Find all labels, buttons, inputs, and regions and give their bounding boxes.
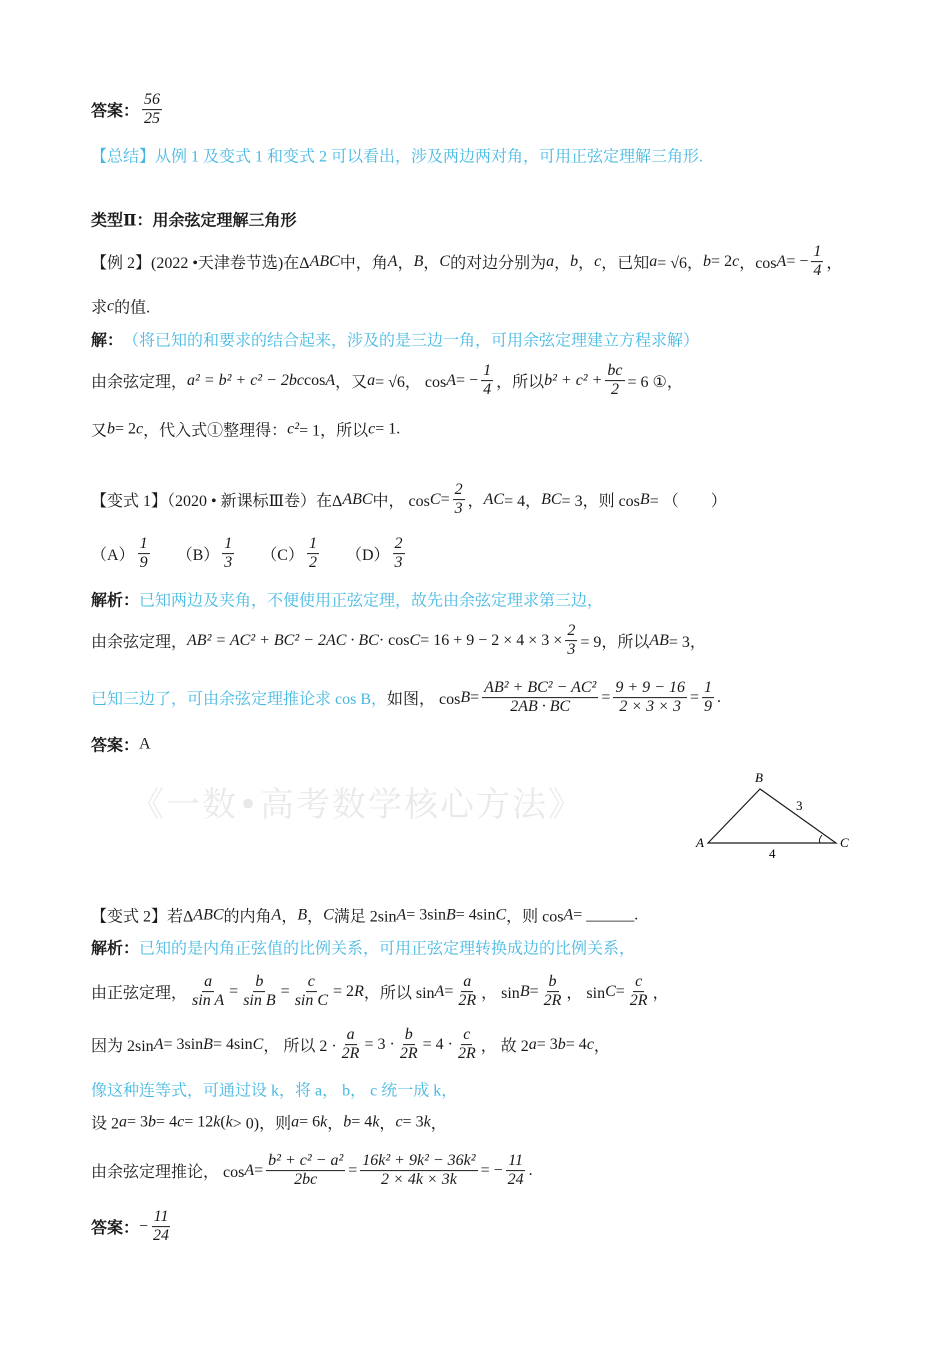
denominator: 3 bbox=[394, 554, 403, 572]
denominator: sin B bbox=[243, 992, 276, 1010]
text-run: ， bbox=[281, 908, 298, 926]
text-line bbox=[91, 144, 703, 167]
math-text: k bbox=[225, 1113, 233, 1130]
math-text: BC bbox=[541, 491, 562, 508]
math-text: a bbox=[528, 1036, 537, 1053]
text-run: = 16 + 9 − 2 × 4 × 3 × bbox=[420, 632, 563, 649]
text-run: = （ ） bbox=[649, 493, 727, 511]
text-run: = 3sin bbox=[406, 906, 446, 923]
denominator: 3 bbox=[567, 641, 576, 659]
denominator: 2R bbox=[399, 1045, 418, 1063]
text-run: = − bbox=[456, 372, 479, 389]
text-run: 由余弦定理， bbox=[91, 634, 188, 652]
numerator: b bbox=[403, 1026, 415, 1045]
text-run: = 3 bbox=[402, 1113, 424, 1130]
text-run: = bbox=[229, 983, 239, 1000]
fraction bbox=[138, 535, 150, 573]
fraction bbox=[605, 362, 624, 400]
math-text: C bbox=[323, 906, 334, 923]
fraction bbox=[628, 973, 650, 1011]
text-run: 求 bbox=[91, 299, 108, 317]
fraction bbox=[241, 973, 277, 1011]
numerator: a bbox=[202, 973, 214, 992]
fraction bbox=[613, 679, 687, 717]
denominator: sin A bbox=[192, 992, 225, 1010]
text-run: 【变式 2】若Δ bbox=[91, 908, 194, 926]
text-line bbox=[91, 733, 151, 756]
text-run: （B） bbox=[152, 547, 220, 565]
text-run: ， sin bbox=[481, 985, 520, 1003]
math-text: A bbox=[446, 372, 457, 389]
text-run: 由余弦定理， bbox=[91, 374, 188, 392]
hint-text: 已知三边了，可由余弦定理推论求 cos B， bbox=[91, 691, 388, 709]
text-run: = bbox=[529, 983, 539, 1000]
text-run: . bbox=[716, 689, 721, 706]
text-run: = 2 bbox=[115, 420, 137, 437]
fraction bbox=[151, 1208, 171, 1246]
numerator: 9 + 9 − 16 bbox=[613, 679, 687, 698]
denominator: 9 bbox=[703, 698, 712, 716]
text-run: = 4 · bbox=[422, 1036, 453, 1053]
text-run: ， bbox=[554, 255, 571, 273]
math-text: ABC bbox=[342, 491, 373, 508]
fraction bbox=[542, 973, 564, 1011]
hint-text: 已知两边及夹角，不便使用正弦定理，故先由余弦定理求第三边， bbox=[139, 592, 604, 610]
triangle-shape bbox=[708, 789, 836, 843]
text-run: 因为 2sin bbox=[91, 1038, 154, 1056]
text-line bbox=[91, 1078, 457, 1101]
numerator: 2 bbox=[453, 481, 465, 500]
fraction bbox=[506, 1152, 526, 1190]
math-text: c bbox=[136, 420, 144, 437]
text-line bbox=[91, 588, 603, 611]
text-run: ，所以 bbox=[496, 374, 545, 392]
numerator: 1 bbox=[222, 535, 234, 554]
text-run: ，已知 bbox=[601, 255, 650, 273]
text-run: ，所以 sin bbox=[363, 985, 435, 1003]
math-text: b bbox=[148, 1113, 157, 1130]
denominator: 2 bbox=[610, 381, 619, 399]
text-run: ，又 bbox=[335, 374, 368, 392]
text-line bbox=[91, 295, 150, 318]
text-run: cos bbox=[304, 372, 326, 389]
hint-text: （将已知的和要求的结合起来，涉及的是三边一角，可用余弦定理建立方程求解） bbox=[123, 332, 700, 350]
text-line bbox=[91, 243, 842, 281]
text-run: ， 故 2 bbox=[480, 1038, 529, 1056]
hint-text: 【总结】从例 1 及变式 1 和变式 2 可以看出，涉及两边两对角，可用正弦定理解三角形. bbox=[91, 148, 704, 166]
text-run: = 1，所以 bbox=[299, 422, 369, 440]
fraction bbox=[142, 91, 162, 129]
text-line bbox=[91, 91, 165, 129]
text-line bbox=[91, 481, 727, 519]
text-run: = bbox=[615, 983, 625, 1000]
text-run: = 9，所以 bbox=[580, 634, 650, 652]
math-text: b bbox=[557, 1036, 566, 1053]
math-text: B bbox=[203, 1036, 213, 1053]
text-run: ， bbox=[379, 1115, 396, 1133]
text-line bbox=[91, 679, 721, 717]
math-text: A bbox=[396, 906, 407, 923]
watermark: 《一数•高考数学核心方法》 bbox=[130, 785, 585, 825]
denominator: 24 bbox=[153, 1227, 170, 1245]
text-run: = 6 bbox=[299, 1113, 321, 1130]
denominator: 3 bbox=[224, 554, 233, 572]
text-run: ， bbox=[652, 985, 669, 1003]
text-run: 的内角 bbox=[223, 908, 272, 926]
denominator: 2bc bbox=[294, 1171, 318, 1189]
text-run: ， bbox=[826, 255, 843, 273]
math-text: a bbox=[119, 1113, 128, 1130]
math-text: R bbox=[354, 983, 364, 1000]
denominator: 2 × 4k × 3k bbox=[381, 1171, 457, 1189]
text-run: ， bbox=[430, 1115, 447, 1133]
text-run: = 2 bbox=[333, 983, 355, 1000]
text-run: 的值. bbox=[114, 299, 151, 317]
text-run: = 2 bbox=[711, 253, 733, 270]
math-text: c bbox=[395, 1113, 403, 1130]
text-run: = bbox=[689, 689, 699, 706]
text-run: 由正弦定理， bbox=[91, 985, 188, 1003]
denominator: 2AB · BC bbox=[510, 698, 571, 716]
denominator: 24 bbox=[507, 1171, 524, 1189]
math-text: ABC bbox=[309, 253, 340, 270]
math-text: c bbox=[586, 1036, 594, 1053]
text-run: ， bbox=[578, 255, 595, 273]
math-text: B bbox=[413, 253, 424, 270]
text-run: = √6， bbox=[657, 255, 704, 273]
math-text: C bbox=[429, 491, 441, 508]
text-run: 中， cos bbox=[372, 493, 430, 511]
text-run: = bbox=[444, 983, 454, 1000]
text-line bbox=[91, 208, 297, 231]
text-run: = bbox=[440, 491, 450, 508]
label-text: 答案： bbox=[91, 103, 140, 121]
math-text: k bbox=[372, 1113, 380, 1130]
fraction bbox=[340, 1026, 362, 1064]
text-run: = 4 bbox=[156, 1113, 178, 1130]
math-text: A bbox=[153, 1036, 164, 1053]
denominator: 2R bbox=[458, 992, 477, 1010]
text-run: 【例 2】(2022 •天津卷节选)在Δ bbox=[91, 255, 310, 273]
fraction bbox=[190, 973, 226, 1011]
numerator: 1 bbox=[811, 243, 823, 262]
numerator: bc bbox=[605, 362, 624, 381]
vertex-c-label: C bbox=[840, 835, 849, 850]
text-run: A bbox=[139, 735, 151, 752]
text-run: ， sin bbox=[566, 985, 606, 1003]
denominator: sin C bbox=[294, 992, 329, 1010]
text-run: . bbox=[528, 1162, 533, 1179]
hint-text: 像这种连等式，可通过设 k，将 a， b， c 统一成 k， bbox=[91, 1082, 458, 1100]
denominator: 2R bbox=[629, 992, 648, 1010]
numerator: 11 bbox=[506, 1152, 525, 1171]
label-text: 答案： bbox=[91, 1220, 140, 1238]
label-text: 类型Ⅱ：用余弦定理解三角形 bbox=[91, 212, 297, 230]
math-text: A bbox=[563, 906, 574, 923]
text-run: = − bbox=[480, 1162, 503, 1179]
numerator: 1 bbox=[702, 679, 714, 698]
text-run: = bbox=[601, 689, 611, 706]
text-line bbox=[91, 904, 638, 927]
text-line bbox=[91, 1111, 447, 1134]
math-text: B bbox=[519, 983, 530, 1000]
numerator: b² + c² − a² bbox=[266, 1152, 345, 1171]
math-text: b² + c² + bbox=[544, 372, 603, 389]
math-text: b bbox=[107, 420, 116, 437]
text-run: ， bbox=[423, 255, 440, 273]
label-text: 解析： bbox=[91, 592, 140, 610]
text-run: = 12 bbox=[184, 1113, 214, 1130]
side-ac-label: 4 bbox=[769, 846, 776, 861]
math-text: a bbox=[291, 1113, 300, 1130]
fraction bbox=[702, 679, 714, 717]
text-run: ， bbox=[467, 493, 484, 511]
math-text: a² = b² + c² − 2bc bbox=[187, 372, 304, 389]
math-text: C bbox=[409, 632, 421, 649]
fraction bbox=[456, 973, 478, 1011]
numerator: 1 bbox=[307, 535, 319, 554]
math-text: a bbox=[367, 372, 376, 389]
text-run: 中，角 bbox=[339, 255, 388, 273]
numerator: 2 bbox=[393, 535, 405, 554]
math-text: ABC bbox=[193, 906, 224, 923]
text-run: （A） bbox=[91, 547, 135, 565]
denominator: 4 bbox=[813, 262, 822, 280]
text-line bbox=[91, 973, 669, 1011]
fraction bbox=[453, 481, 465, 519]
math-text: AB bbox=[649, 632, 669, 649]
text-run: 如图， cos bbox=[387, 691, 461, 709]
text-run: ， bbox=[307, 908, 324, 926]
math-text: c bbox=[107, 297, 115, 314]
fraction bbox=[398, 1026, 420, 1064]
fraction bbox=[266, 1152, 345, 1190]
numerator: 1 bbox=[481, 362, 493, 381]
text-run: = 1. bbox=[375, 420, 401, 437]
text-run: − bbox=[139, 1218, 149, 1235]
math-text: A bbox=[244, 1162, 255, 1179]
text-run: ，代入式①整理得： bbox=[143, 422, 288, 440]
fraction bbox=[565, 622, 577, 660]
text-line bbox=[91, 535, 408, 573]
text-run: ， 所以 2 · bbox=[263, 1038, 337, 1056]
math-text: C bbox=[252, 1036, 264, 1053]
text-run: = 3sin bbox=[163, 1036, 204, 1053]
numerator: 11 bbox=[152, 1208, 171, 1227]
fraction bbox=[360, 1152, 477, 1190]
math-text: B bbox=[445, 906, 456, 923]
text-line bbox=[91, 362, 683, 400]
text-run: = − bbox=[786, 253, 809, 270]
side-bc-label: 3 bbox=[796, 798, 803, 813]
denominator: 4 bbox=[483, 381, 492, 399]
text-run: 【变式 1】（2020 • 新课标Ⅲ卷）在Δ bbox=[91, 493, 343, 511]
text-line bbox=[91, 622, 706, 660]
numerator: b bbox=[547, 973, 559, 992]
math-text: b bbox=[343, 1113, 352, 1130]
angle-c-arc bbox=[819, 835, 822, 843]
text-run: > 0)，则 bbox=[232, 1115, 292, 1133]
text-run: ， bbox=[327, 1115, 344, 1133]
math-text: C bbox=[495, 906, 507, 923]
denominator: 2R bbox=[457, 1045, 476, 1063]
numerator: 56 bbox=[142, 91, 162, 110]
math-text: B bbox=[460, 689, 471, 706]
math-text: c bbox=[177, 1113, 185, 1130]
label-text: 解析： bbox=[91, 940, 140, 958]
numerator: a bbox=[345, 1026, 357, 1045]
text-run: ，则 cos bbox=[506, 908, 564, 926]
math-text: k bbox=[423, 1113, 431, 1130]
text-run: = bbox=[348, 1162, 358, 1179]
text-run: = 4sin bbox=[212, 1036, 253, 1053]
math-text: C bbox=[439, 253, 451, 270]
denominator: 25 bbox=[144, 110, 161, 128]
text-run: = 3 · bbox=[364, 1036, 395, 1053]
text-run: 的对边分别为 bbox=[450, 255, 547, 273]
text-run: = bbox=[470, 689, 480, 706]
fraction bbox=[307, 535, 319, 573]
text-line bbox=[91, 328, 699, 351]
math-text: B bbox=[639, 491, 650, 508]
numerator: c bbox=[633, 973, 644, 992]
fraction bbox=[293, 973, 330, 1011]
text-run: = bbox=[280, 983, 290, 1000]
numerator: 2 bbox=[565, 622, 577, 641]
text-run: 设 2 bbox=[91, 1115, 120, 1133]
math-text: A bbox=[271, 906, 282, 923]
text-run: = 6 ①， bbox=[627, 374, 683, 392]
numerator: b bbox=[253, 973, 265, 992]
hint-text: 已知的是内角正弦值的比例关系，可用正弦定理转换成边的比例关系， bbox=[139, 940, 636, 958]
fraction bbox=[811, 243, 823, 281]
text-run: = 3 bbox=[536, 1036, 558, 1053]
math-text: B bbox=[297, 906, 308, 923]
text-line bbox=[91, 1026, 610, 1064]
text-run: 又 bbox=[91, 422, 108, 440]
fraction bbox=[222, 535, 234, 573]
fraction bbox=[393, 535, 405, 573]
numerator: 16k² + 9k² − 36k² bbox=[360, 1152, 477, 1171]
text-run: = √6， cos bbox=[375, 374, 447, 392]
text-run: ( bbox=[220, 1113, 226, 1130]
text-run: 由余弦定理推论， cos bbox=[91, 1164, 245, 1182]
fraction bbox=[481, 362, 493, 400]
vertex-a-label: A bbox=[696, 835, 704, 850]
text-run: · cos bbox=[378, 632, 410, 649]
label-text: 答案： bbox=[91, 737, 140, 755]
text-run: 满足 2sin bbox=[333, 908, 397, 926]
denominator: 3 bbox=[454, 500, 463, 518]
text-run: = 3 bbox=[127, 1113, 149, 1130]
math-text: b bbox=[703, 253, 712, 270]
math-text: AC bbox=[483, 491, 505, 508]
math-text: c bbox=[732, 253, 740, 270]
text-run: = 3， bbox=[668, 634, 706, 652]
fraction bbox=[482, 679, 598, 717]
math-text: A bbox=[325, 372, 336, 389]
math-text: c bbox=[594, 253, 602, 270]
text-run: = 3，则 cos bbox=[561, 493, 640, 511]
text-run: ， bbox=[593, 1038, 610, 1056]
text-run: = ______. bbox=[573, 906, 639, 923]
denominator: 2R bbox=[341, 1045, 360, 1063]
text-run: = 4 bbox=[565, 1036, 587, 1053]
math-text: c bbox=[368, 420, 376, 437]
text-line bbox=[91, 1208, 174, 1246]
math-text: k bbox=[213, 1113, 221, 1130]
text-line bbox=[91, 418, 400, 441]
math-text: c² bbox=[287, 420, 300, 437]
numerator: AB² + BC² − AC² bbox=[482, 679, 598, 698]
text-run: ， bbox=[397, 255, 414, 273]
numerator: c bbox=[461, 1026, 472, 1045]
numerator: 1 bbox=[138, 535, 150, 554]
math-text: a bbox=[546, 253, 555, 270]
math-text: A bbox=[387, 253, 398, 270]
math-text: A bbox=[434, 983, 445, 1000]
denominator: 9 bbox=[139, 554, 148, 572]
denominator: 2 bbox=[308, 554, 317, 572]
math-text: a bbox=[649, 253, 658, 270]
text-line bbox=[91, 936, 635, 959]
math-text: k bbox=[320, 1113, 328, 1130]
text-run: （C） bbox=[237, 547, 304, 565]
text-run: ，cos bbox=[739, 255, 777, 273]
denominator: 2 × 3 × 3 bbox=[619, 698, 681, 716]
triangle-figure bbox=[690, 765, 860, 865]
denominator: 2R bbox=[543, 992, 562, 1010]
label-text: 解： bbox=[91, 332, 124, 350]
text-run: （D） bbox=[321, 547, 390, 565]
math-text: C bbox=[605, 983, 616, 1000]
math-text: A bbox=[776, 253, 787, 270]
text-run: = 4sin bbox=[455, 906, 496, 923]
vertex-b-label: B bbox=[755, 770, 763, 785]
numerator: a bbox=[461, 973, 473, 992]
text-run: = 4， bbox=[504, 493, 542, 511]
math-text: b bbox=[570, 253, 579, 270]
math-text: AB² = AC² + BC² − 2AC · BC bbox=[187, 632, 379, 649]
text-run: = 4 bbox=[351, 1113, 373, 1130]
fraction bbox=[456, 1026, 478, 1064]
text-line bbox=[91, 1152, 533, 1190]
text-run: = bbox=[254, 1162, 264, 1179]
numerator: c bbox=[306, 973, 317, 992]
